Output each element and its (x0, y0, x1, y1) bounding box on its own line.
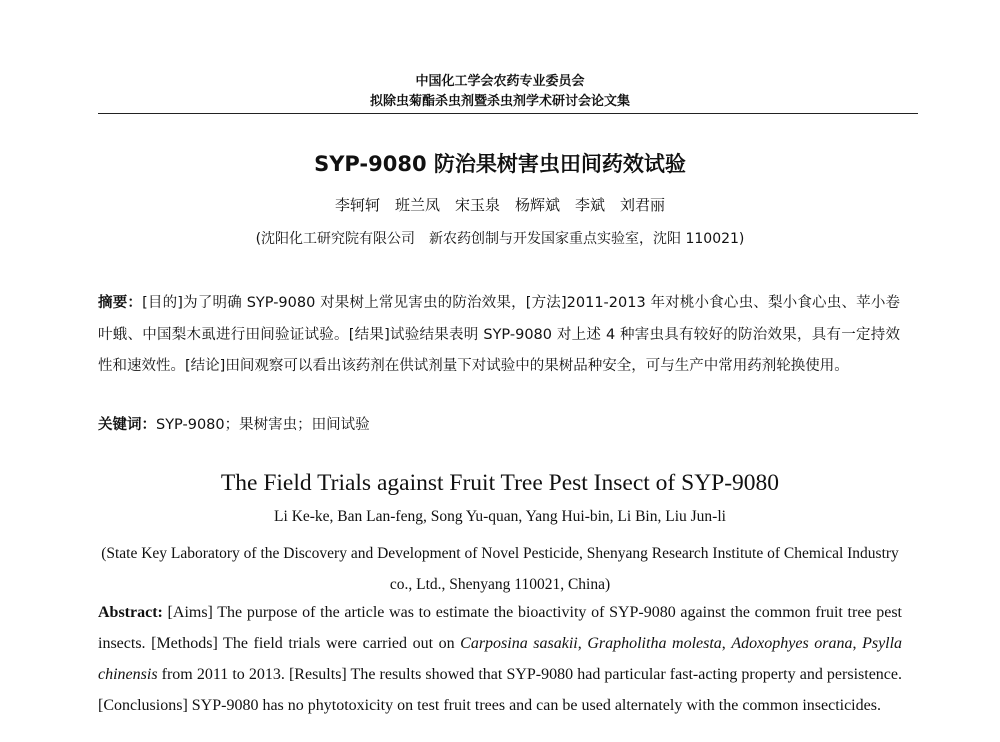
affiliation-cn: (沈阳化工研究院有限公司 新农药创制与开发国家重点实验室，沈阳 110021) (255, 231, 745, 247)
affiliation-en: (State Key Laboratory of the Discovery and Development of Novel Pesticide, Shenyang Research Institute of Chemical Industry co., Ltd., Shenyang 110021, China) (101, 545, 899, 593)
keywords-cn (98, 413, 900, 434)
proceedings-header (0, 72, 1000, 112)
species-name: Grapholitha molesta (587, 635, 722, 652)
abstract-cn (98, 288, 900, 383)
separator: , (577, 635, 588, 652)
keywords-cn-text: SYP-9080；果树害虫；田间试验 (156, 417, 370, 433)
species-name: Adoxophyes orana (731, 635, 853, 652)
separator: , (721, 635, 732, 652)
abstract-cn-label: 摘要： (98, 295, 143, 311)
paper-title-cn: SYP-9080 防治果树害虫田间药效试验 (314, 152, 686, 176)
header-rule (98, 113, 918, 114)
header-line-1: 中国化工学会农药专业委员会 (415, 74, 585, 89)
abstract-en (98, 597, 902, 721)
authors-en: Li Ke-ke, Ban Lan-feng, Song Yu-quan, Yang Hui-bin, Li Bin, Liu Jun-li (274, 508, 726, 525)
separator: , (852, 635, 863, 652)
keywords-cn-label: 关键词： (98, 417, 156, 433)
abstract-cn-text: [目的]为了明确 SYP-9080 对果树上常见害虫的防治效果，[方法]2011-2013 年对桃小食心虫、梨小食心虫、苹小卷叶蛾、中国梨木虱进行田间验证试验。[结果]试验结果表明 SYP-9080 对上述 4 种害虫具有较好的防治效果，具有一定持效性和速效性。[结论]田间观察可以看出该药剂在供试剂量下对试验中的果树品种安全，可与生产中常用药剂轮换使用。 (98, 295, 901, 374)
paper-title-en: The Field Trials against Fruit Tree Pest Insect of SYP-9080 (220, 470, 780, 496)
species-name: Psylla chinensis (98, 635, 903, 683)
abstract-en-text-1: [Aims] The purpose of the article was to estimate the bioactivity of SYP-9080 against the common fruit tree pest insects. [Methods] The field trials were carried out on (98, 604, 902, 652)
abstract-en-text-2: from 2011 to 2013. [Results] The results showed that SYP-9080 had particular fast-acting property and persistence. [Conclusions] SYP-9080 has no phytotoxicity on test fruit trees and can be used alternately with the common insecticides. (98, 666, 902, 714)
header-line-2: 拟除虫菊酯杀虫剂暨杀虫剂学术研讨会论文集 (369, 94, 630, 109)
species-name: Carposina sasakii (460, 635, 578, 652)
authors-cn: 李轲轲 班兰凤 宋玉泉 杨辉斌 李斌 刘君丽 (334, 196, 665, 214)
abstract-en-label: Abstract: (98, 604, 163, 621)
